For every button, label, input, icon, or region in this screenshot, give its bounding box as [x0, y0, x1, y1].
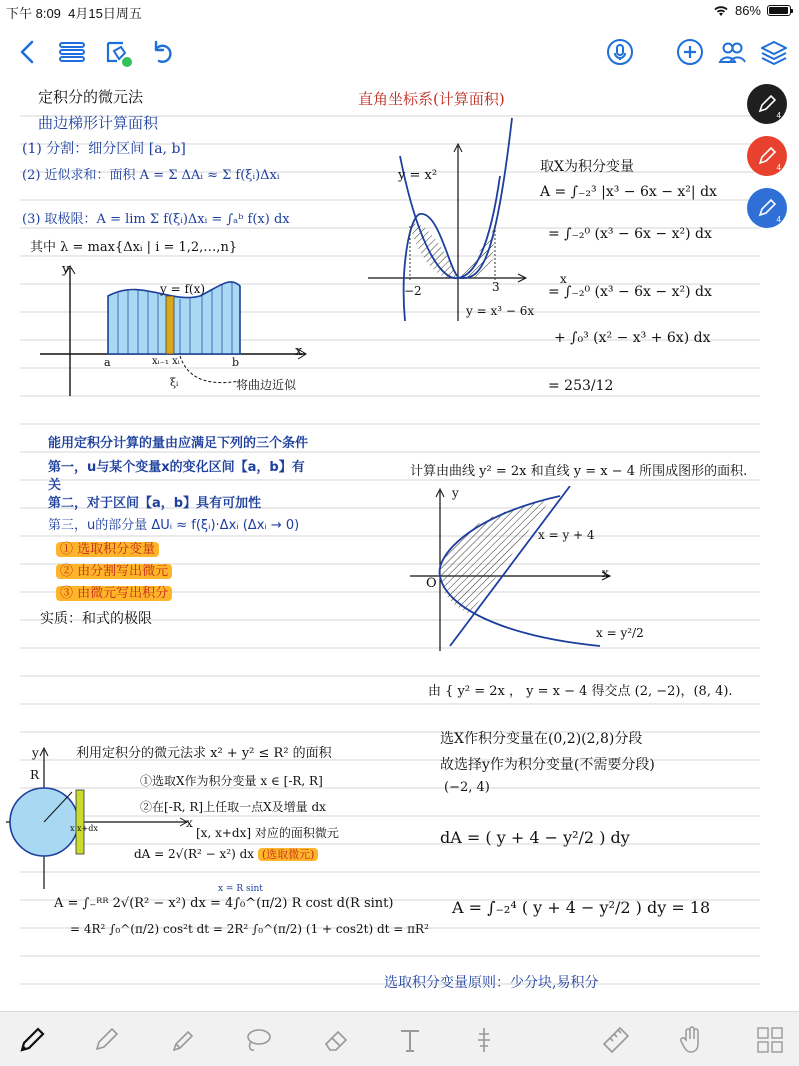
graph-y-label: y — [62, 262, 70, 277]
pen-icon — [756, 145, 778, 167]
circle-integral-2: = 4R² ∫₀^(π/2) cos²t dt = 2R² ∫₀^(π/2) (1 + cos2t) dt = πR² — [70, 922, 429, 936]
cubic-x-label: x — [560, 272, 567, 286]
cond-2: 第二，对于区间【a，b】具有可加性 — [48, 496, 262, 511]
circle-step-1: ①选取X作为积分变量 x ∈ [-R, R] — [140, 774, 323, 788]
status-bar — [0, 0, 799, 22]
battery-percent: 86% — [734, 3, 761, 18]
people-icon[interactable] — [714, 34, 750, 70]
eq-1: A = ∫₋₂³ |x³ − 6x − x²| dx — [540, 184, 717, 200]
wifi-icon — [713, 5, 729, 17]
tick-3: 3 — [492, 280, 500, 294]
pen-preset-red[interactable]: 4 — [747, 136, 787, 176]
step-3: (3) 取极限：A = lim Σ f(ξᵢ)Δxᵢ = ∫ₐᵇ f(x) dx — [22, 212, 290, 227]
circle-da-tag: (选取微元) — [258, 848, 319, 861]
microphone-icon[interactable] — [602, 34, 638, 70]
principle: 选取积分变量原则：少分块,易积分 — [384, 975, 599, 991]
pen-icon — [756, 93, 778, 115]
tick-ksi: ξᵢ — [170, 376, 179, 389]
highlight-2: ② 由分割写出微元 — [56, 560, 172, 579]
area-result: A = ∫₋₂⁴ ( y + 4 − y²/2 ) dy = 18 — [452, 898, 711, 917]
tick-b: b — [232, 356, 240, 369]
left-subtitle: 曲边梯形计算面积 — [38, 114, 159, 132]
parabola-graph-y: y — [452, 486, 459, 500]
tick-xi: xᵢ₋₁ xᵢ — [152, 356, 180, 367]
integration-variable: 取X为积分变量 — [540, 159, 634, 175]
problem-2: 计算由曲线 y² = 2x 和直线 y = x − 4 所围成图形的面积. — [410, 464, 748, 479]
origin-label: O — [426, 576, 437, 591]
highlighter-icon[interactable] — [164, 1022, 200, 1058]
circle-y-label: y — [32, 746, 39, 760]
circle-da: dA = 2√(R² − x²) dx (选取微元) — [134, 846, 318, 862]
riemann-strip — [166, 296, 174, 354]
status-right — [713, 3, 791, 18]
step-2: (2) 近似求和：面积 A = Σ ΔAᵢ ≈ Σ f(ξᵢ)Δxᵢ — [22, 168, 280, 183]
curve-label-2: y = x³ − 6x — [466, 304, 535, 318]
highlight-3: ③ 由微元写出积分 — [56, 582, 172, 601]
curve-label-1: y = x² — [398, 168, 438, 183]
page-settings-icon[interactable] — [100, 34, 136, 70]
eq-3: = ∫₋₂⁰ (x³ − 6x − x²) dx — [548, 284, 712, 300]
parabola-line-graph — [410, 486, 620, 656]
note-page[interactable] — [0, 76, 799, 1011]
circle-x-label: x — [186, 816, 193, 830]
cond-1: 第一，u与某个变量x的变化区间【a，b】有 — [48, 460, 305, 475]
back-icon[interactable] — [10, 34, 46, 70]
status-time: 下午 8:09 4月15日周五 — [6, 6, 142, 21]
menu-list-icon[interactable] — [54, 34, 90, 70]
circle-integral-1: A = ∫₋ᴿᴿ 2√(R² − x²) dx = 4∫₀^(π/2) R cost d(R sint) — [54, 896, 394, 911]
ruler-icon[interactable] — [598, 1022, 634, 1058]
line-label: x = y + 4 — [538, 528, 595, 542]
tick-a: a — [104, 356, 111, 369]
lasso-icon[interactable] — [240, 1022, 276, 1058]
circle-step-3: [x, x+dx] 对应的面积微元 — [196, 826, 339, 840]
layers-icon[interactable] — [756, 34, 792, 70]
pen-icon — [756, 197, 778, 219]
pen-presets — [747, 84, 791, 240]
grid-icon[interactable] — [752, 1022, 788, 1058]
tick-minus-2: −2 — [404, 284, 422, 298]
eraser-icon[interactable] — [318, 1022, 354, 1058]
graph-fx-label: y = f(x) — [160, 282, 206, 296]
top-toolbar — [0, 26, 799, 76]
cond-title: 能用定积分计算的量由应满足下列的三个条件 — [48, 436, 309, 451]
pen-preset-black[interactable]: 4 — [747, 84, 787, 124]
eq-4: + ∫₀³ (x² − x³ + 6x) dx — [554, 330, 711, 346]
approx-note: 将曲边近似 — [236, 378, 297, 392]
graph-x-label: x — [295, 344, 303, 359]
circle-title: 利用定积分的微元法求 x² + y² ≤ R² 的面积 — [76, 746, 332, 761]
hand-icon[interactable] — [674, 1022, 710, 1058]
circle-graph — [6, 744, 196, 894]
choice-3: (−2, 4) — [444, 780, 490, 795]
parabola-label: x = y²/2 — [596, 626, 644, 640]
circle-substitution: x = R sint — [218, 884, 263, 894]
shape-icon[interactable] — [466, 1022, 502, 1058]
choice-1: 选X作积分变量在(0,2)(2,8)分段 — [440, 731, 643, 747]
essence: 实质：和式的极限 — [40, 611, 152, 627]
circle-xdx-label: x x+dx — [70, 824, 98, 833]
eq-5: = 253/12 — [548, 378, 614, 394]
pen-tool-icon[interactable] — [14, 1022, 50, 1058]
circle-step-2: ②在[-R, R]上任取一点X及增量 dx — [140, 800, 326, 814]
intersection: 由 { y² = 2x ， y = x − 4 得交点 (2, −2)，(8, 4). — [428, 684, 733, 699]
highlight-1: ① 选取积分变量 — [56, 538, 159, 557]
lambda-def: 其中 λ = max{Δxᵢ | i = 1,2,…,n} — [30, 240, 238, 255]
choice-2: 故选择y作为积分变量(不需要分段) — [440, 757, 655, 773]
add-icon[interactable] — [672, 34, 708, 70]
parabola-graph-x: x — [602, 566, 609, 580]
text-icon[interactable] — [392, 1022, 428, 1058]
bottom-toolbar — [0, 1011, 799, 1066]
undo-icon[interactable] — [144, 34, 180, 70]
eq-2: = ∫₋₂⁰ (x³ − 6x − x²) dx — [548, 226, 712, 242]
disk-strip — [76, 790, 84, 854]
cond-3: 第三，u的部分量 ΔUᵢ ≈ f(ξᵢ)·Δxᵢ (Δxᵢ → 0) — [48, 518, 300, 533]
step-1: (1) 分割：细分区间 [a, b] — [22, 141, 186, 157]
pencil-icon[interactable] — [88, 1022, 124, 1058]
right-title: 直角坐标系(计算面积) — [358, 90, 505, 108]
circle-r-label: R — [30, 768, 40, 782]
da-formula: dA = ( y + 4 − y²/2 ) dy — [440, 828, 630, 847]
battery-icon — [767, 5, 791, 16]
pen-preset-blue[interactable]: 4 — [747, 188, 787, 228]
cond-1b: 关 — [48, 478, 62, 493]
cubic-graph — [360, 116, 530, 326]
left-title: 定积分的微元法 — [38, 88, 144, 106]
